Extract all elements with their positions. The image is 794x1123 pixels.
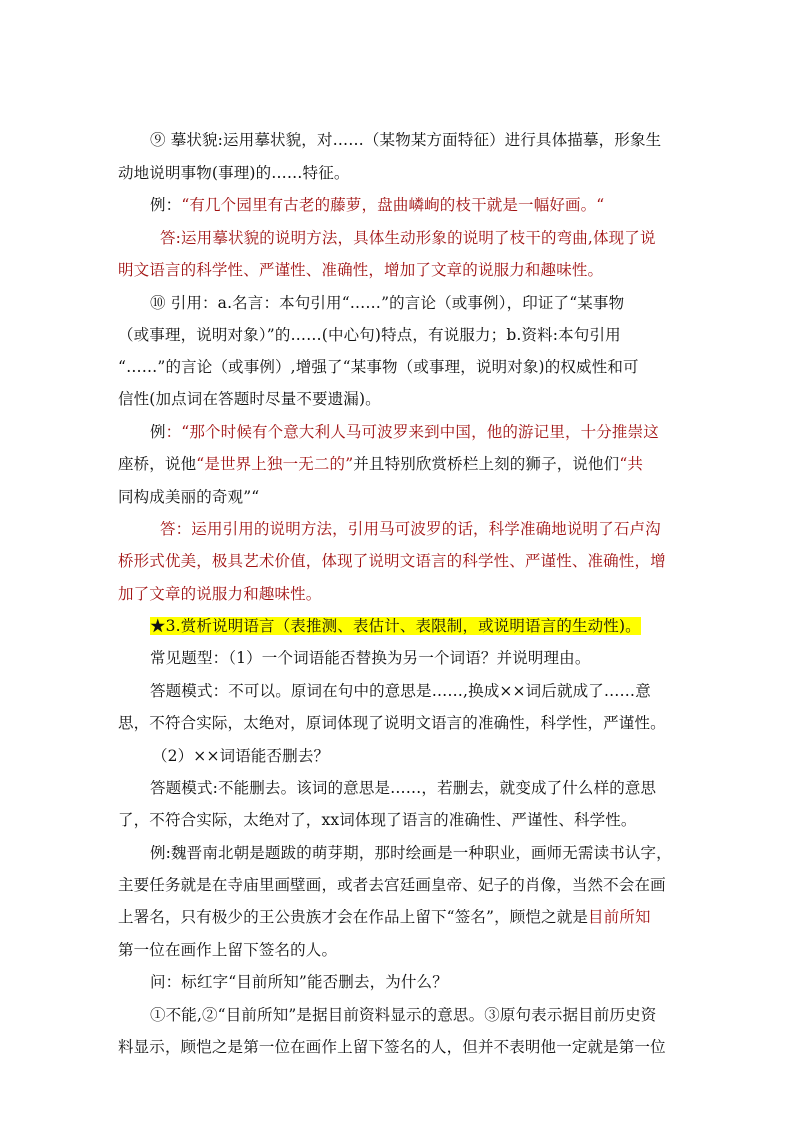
text-line xyxy=(150,681,651,701)
text-line xyxy=(150,195,604,215)
text-span: 答题模式:不能删去。该词的意思是……，若删去，就变成了什么样的意思 xyxy=(150,779,657,797)
text-span: 例： xyxy=(150,196,182,214)
text-span: 明文语言的科学性、严谨性、准确性，增加了文章的说服力和趣味性。 xyxy=(118,261,604,279)
text-line xyxy=(118,810,637,830)
text-line xyxy=(150,778,656,798)
text-span: 料显示，顾恺之是第一位在画作上留下签名的人，但并不表明他一定就是第一位 xyxy=(118,1038,666,1056)
text-span: 信性(加点词在答题时尽量不要遗漏)。 xyxy=(118,390,381,408)
text-line xyxy=(150,648,590,668)
text-span: 了，不符合实际，太绝对了，xx词体现了语言的准确性、严谨性、科学性。 xyxy=(118,811,637,829)
text-line xyxy=(150,130,661,150)
text-line xyxy=(150,422,659,442)
text-span: “……”的言论（或事例）,增强了“某事物（或事理，说明对象)的权威性和可 xyxy=(118,358,639,376)
text-span: 目前所知 xyxy=(588,908,651,926)
text-line xyxy=(150,1005,656,1025)
text-span: 座桥，说他 xyxy=(118,455,197,473)
text-span: 上署名，只有极少的王公贵族才会在作品上留下“签名”，顾恺之就是 xyxy=(118,908,589,926)
text-line xyxy=(118,357,639,377)
text-line xyxy=(150,293,624,313)
text-span: 思，不符合实际，太绝对，原词体现了说明文语言的准确性，科学性，严谨性。 xyxy=(118,714,666,732)
text-line xyxy=(118,907,651,927)
text-line xyxy=(118,454,643,474)
text-span: 加了文章的说服力和趣味性。 xyxy=(118,585,322,603)
text-line xyxy=(118,163,350,183)
text-span: 常见题型：（1）一个词语能否替换为另一个词语？并说明理由。 xyxy=(150,649,591,667)
text-line xyxy=(118,584,321,604)
text-span: “有几个园里有古老的藤萝，盘曲嶙峋的枝干就是一幅好画。“ xyxy=(181,196,605,214)
text-line xyxy=(118,551,666,571)
text-span: （或事理，说明对象）”的……(中心句)特点，有说服力；b.资料:本句引用 xyxy=(118,326,621,344)
highlighted-heading: ★3.赏析说明语言（表推测、表估计、表限制，或说明语言的生动性)。 xyxy=(150,617,641,635)
text-line xyxy=(150,843,672,863)
text-span: 并且特别欣赏桥栏上刻的狮子，说他们 xyxy=(353,455,620,473)
text-line xyxy=(118,389,381,409)
text-span: 答：运用引用的说明方法，引用马可波罗的话，科学准确地说明了石卢沟 xyxy=(160,520,661,538)
text-span: 答:运用摹状貌的说明方法，具体生动形象的说明了枝干的弯曲,体现了说 xyxy=(160,229,656,247)
text-span: ：“那个时候有个意大利人马可波罗来到中国，他的游记里，十分推崇这 xyxy=(165,423,659,441)
text-span: “是世界上独一无二的” xyxy=(196,455,354,473)
text-span: 例 xyxy=(150,423,166,441)
text-span: 第一位在画作上留下签名的人。 xyxy=(118,941,338,959)
text-line xyxy=(118,875,666,895)
text-span: 动地说明事物(事理)的……特征。 xyxy=(118,164,350,182)
section-heading xyxy=(150,616,641,636)
text-span: （2）××词语能否删去？ xyxy=(152,747,330,765)
text-span: 答题模式：不可以。原词在句中的意思是……,换成××词后就成了……意 xyxy=(150,682,651,700)
text-line xyxy=(152,746,329,766)
text-span: 例:魏晋南北朝是题跋的萌芽期，那时绘画是一种职业，画师无需读书认字， xyxy=(150,844,672,862)
text-line xyxy=(150,972,448,992)
text-span: 主要任务就是在寺庙里画壁画，或者去宫廷画皇帝、妃子的肖像，当然不会在画 xyxy=(118,876,666,894)
text-span: ⑨ 摹状貌:运用摹状貌，对……（某物某方面特征）进行具体描摹，形象生 xyxy=(150,131,662,149)
text-line xyxy=(118,1037,666,1057)
text-span: ⑩ 引用：a.名言：本句引用“……”的言论（或事例），印证了“某事物 xyxy=(150,294,625,312)
text-span: 桥形式优美，极具艺术价值，体现了说明文语言的科学性、严谨性、准确性，增 xyxy=(118,552,666,570)
text-line xyxy=(118,325,621,345)
text-line xyxy=(118,940,337,960)
text-span: ①不能,②“目前所知”是据目前资料显示的意思。③原句表示据目前历史资 xyxy=(150,1006,657,1024)
text-span: 同构成美丽的奇观”“ xyxy=(118,488,260,506)
text-line xyxy=(118,487,259,507)
text-line xyxy=(160,228,656,248)
text-line xyxy=(160,519,661,539)
text-span: 问：标红字“目前所知”能否删去，为什么？ xyxy=(150,973,448,991)
text-span: “共 xyxy=(619,455,644,473)
text-line xyxy=(118,260,603,280)
text-line xyxy=(118,713,666,733)
